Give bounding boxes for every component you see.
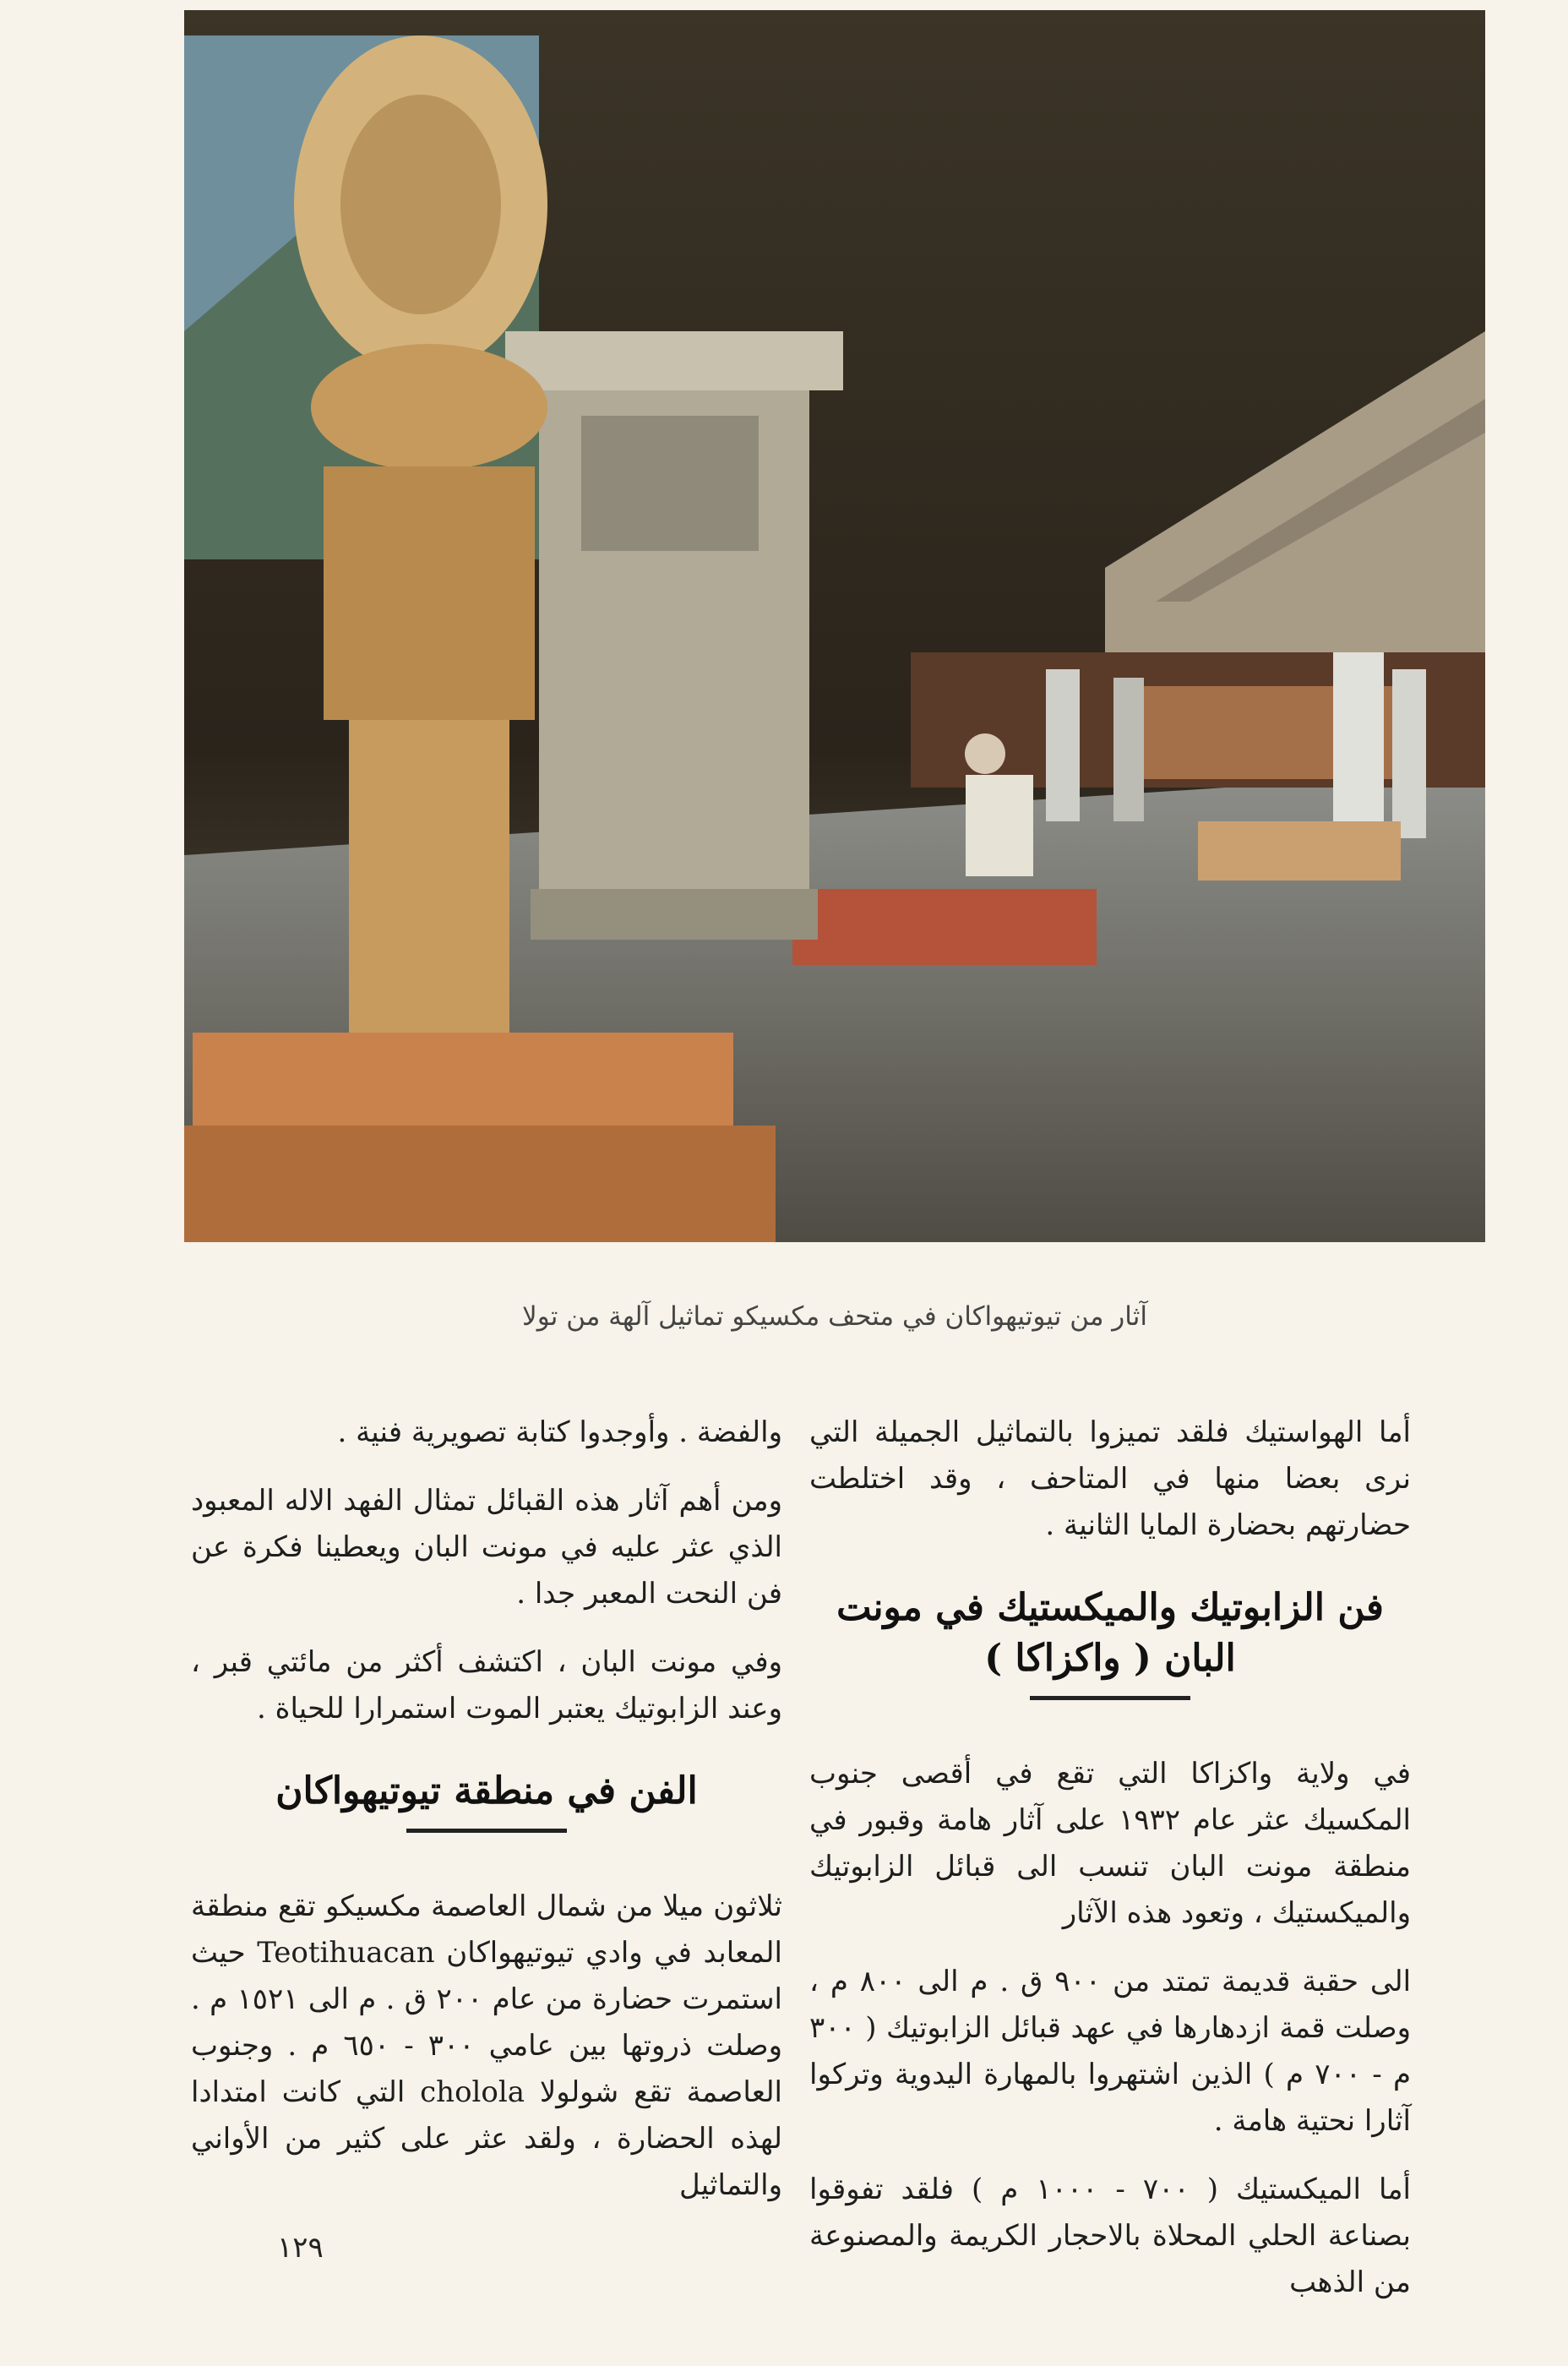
- heading-divider: [406, 1829, 567, 1833]
- paragraph-huastec: أما الهواستيك فلقد تميزوا بالتماثيل الجميلة التي نرى بعضا منها في المتاحف ، وقد اختلطت حضارتهم بحضارة المايا الثانية .: [809, 1415, 1411, 1542]
- museum-photo: [184, 10, 1485, 1242]
- paragraph-tombs: وفي مونت البان ، اكتشف أكثر من مائتي قبر ، وعند الزابوتيك يعتبر الموت استمرارا للحياة .: [191, 1645, 782, 1725]
- paragraph-silver: والفضة . وأوجدوا كتابة تصويرية فنية .: [337, 1415, 782, 1449]
- paragraph-jaguar: ومن أهم آثار هذه القبائل تمثال الفهد الاله المعبود الذي عثر عليه في مونت البان ويعطينا فكرة عن فن النحت المعبر جدا .: [191, 1484, 782, 1611]
- section-heading-teotihuacan: الفن في منطقة تيوتيهواكان: [275, 1769, 698, 1813]
- museum-photo-teotihuacan-statues-icon: [184, 10, 1485, 1242]
- heading-divider: [1030, 1696, 1190, 1700]
- paragraph-oaxaca: في ولاية واكزاكا التي تقع في أقصى جنوب المكسيك عثر عام ١٩٣٢ على آثار هامة وقبور في منطقة مونت البان تنسب الى قبائل الزابوتيك والميكستيك ، وتعود هذه الآثار: [809, 1757, 1411, 1930]
- left-column: [191, 1409, 782, 2231]
- paragraph-mixtec: أما الميكستيك ( ٧٠٠ - ١٠٠٠ م ) فلقد تفوقوا بصناعة الحلي المحلاة بالاحجار الكريمة والمصنوعة من الذهب: [809, 2172, 1412, 2299]
- paragraph-zapotec: الى حقبة قديمة تمتد من ٩٠٠ ق . م الى ٨٠٠ م ، وصلت قمة ازدهارها في عهد قبائل الزابوتيك ( ٣٠٠ م - ٧٠٠ م ) الذين اشتهروا بالمهارة اليدوية وتركوا آثارا نحتية هامة .: [809, 1965, 1412, 2138]
- section-heading-monte-alban: فن الزابوتيك والميكستيك في مونت البان ( واكزاكا ): [836, 1586, 1384, 1680]
- page-number: ١٢٩: [277, 2231, 324, 2265]
- paragraph-teotihuacan: ثلاثون ميلا من شمال العاصمة مكسيكو تقع منطقة المعابد في وادي تيوتيهواكان Teotihuacan حيث استمرت حضارة من عام ٢٠٠ ق . م الى ١٥٢١ م . وصلت ذروتها بين عامي ٣٠٠ - ٦٥٠ م . وجنوب العاصمة تقع شولولا cholola التي كانت امتدادا لهذه الحضارة ، ولقد عثر على كثير من الأواني والتماثيل: [191, 1889, 783, 2202]
- right-column: [809, 1409, 1411, 2328]
- photo-caption: آثار من تيوتيهواكان في متحف مكسيكو تماثيل آلهة من تولا: [522, 1301, 1147, 1332]
